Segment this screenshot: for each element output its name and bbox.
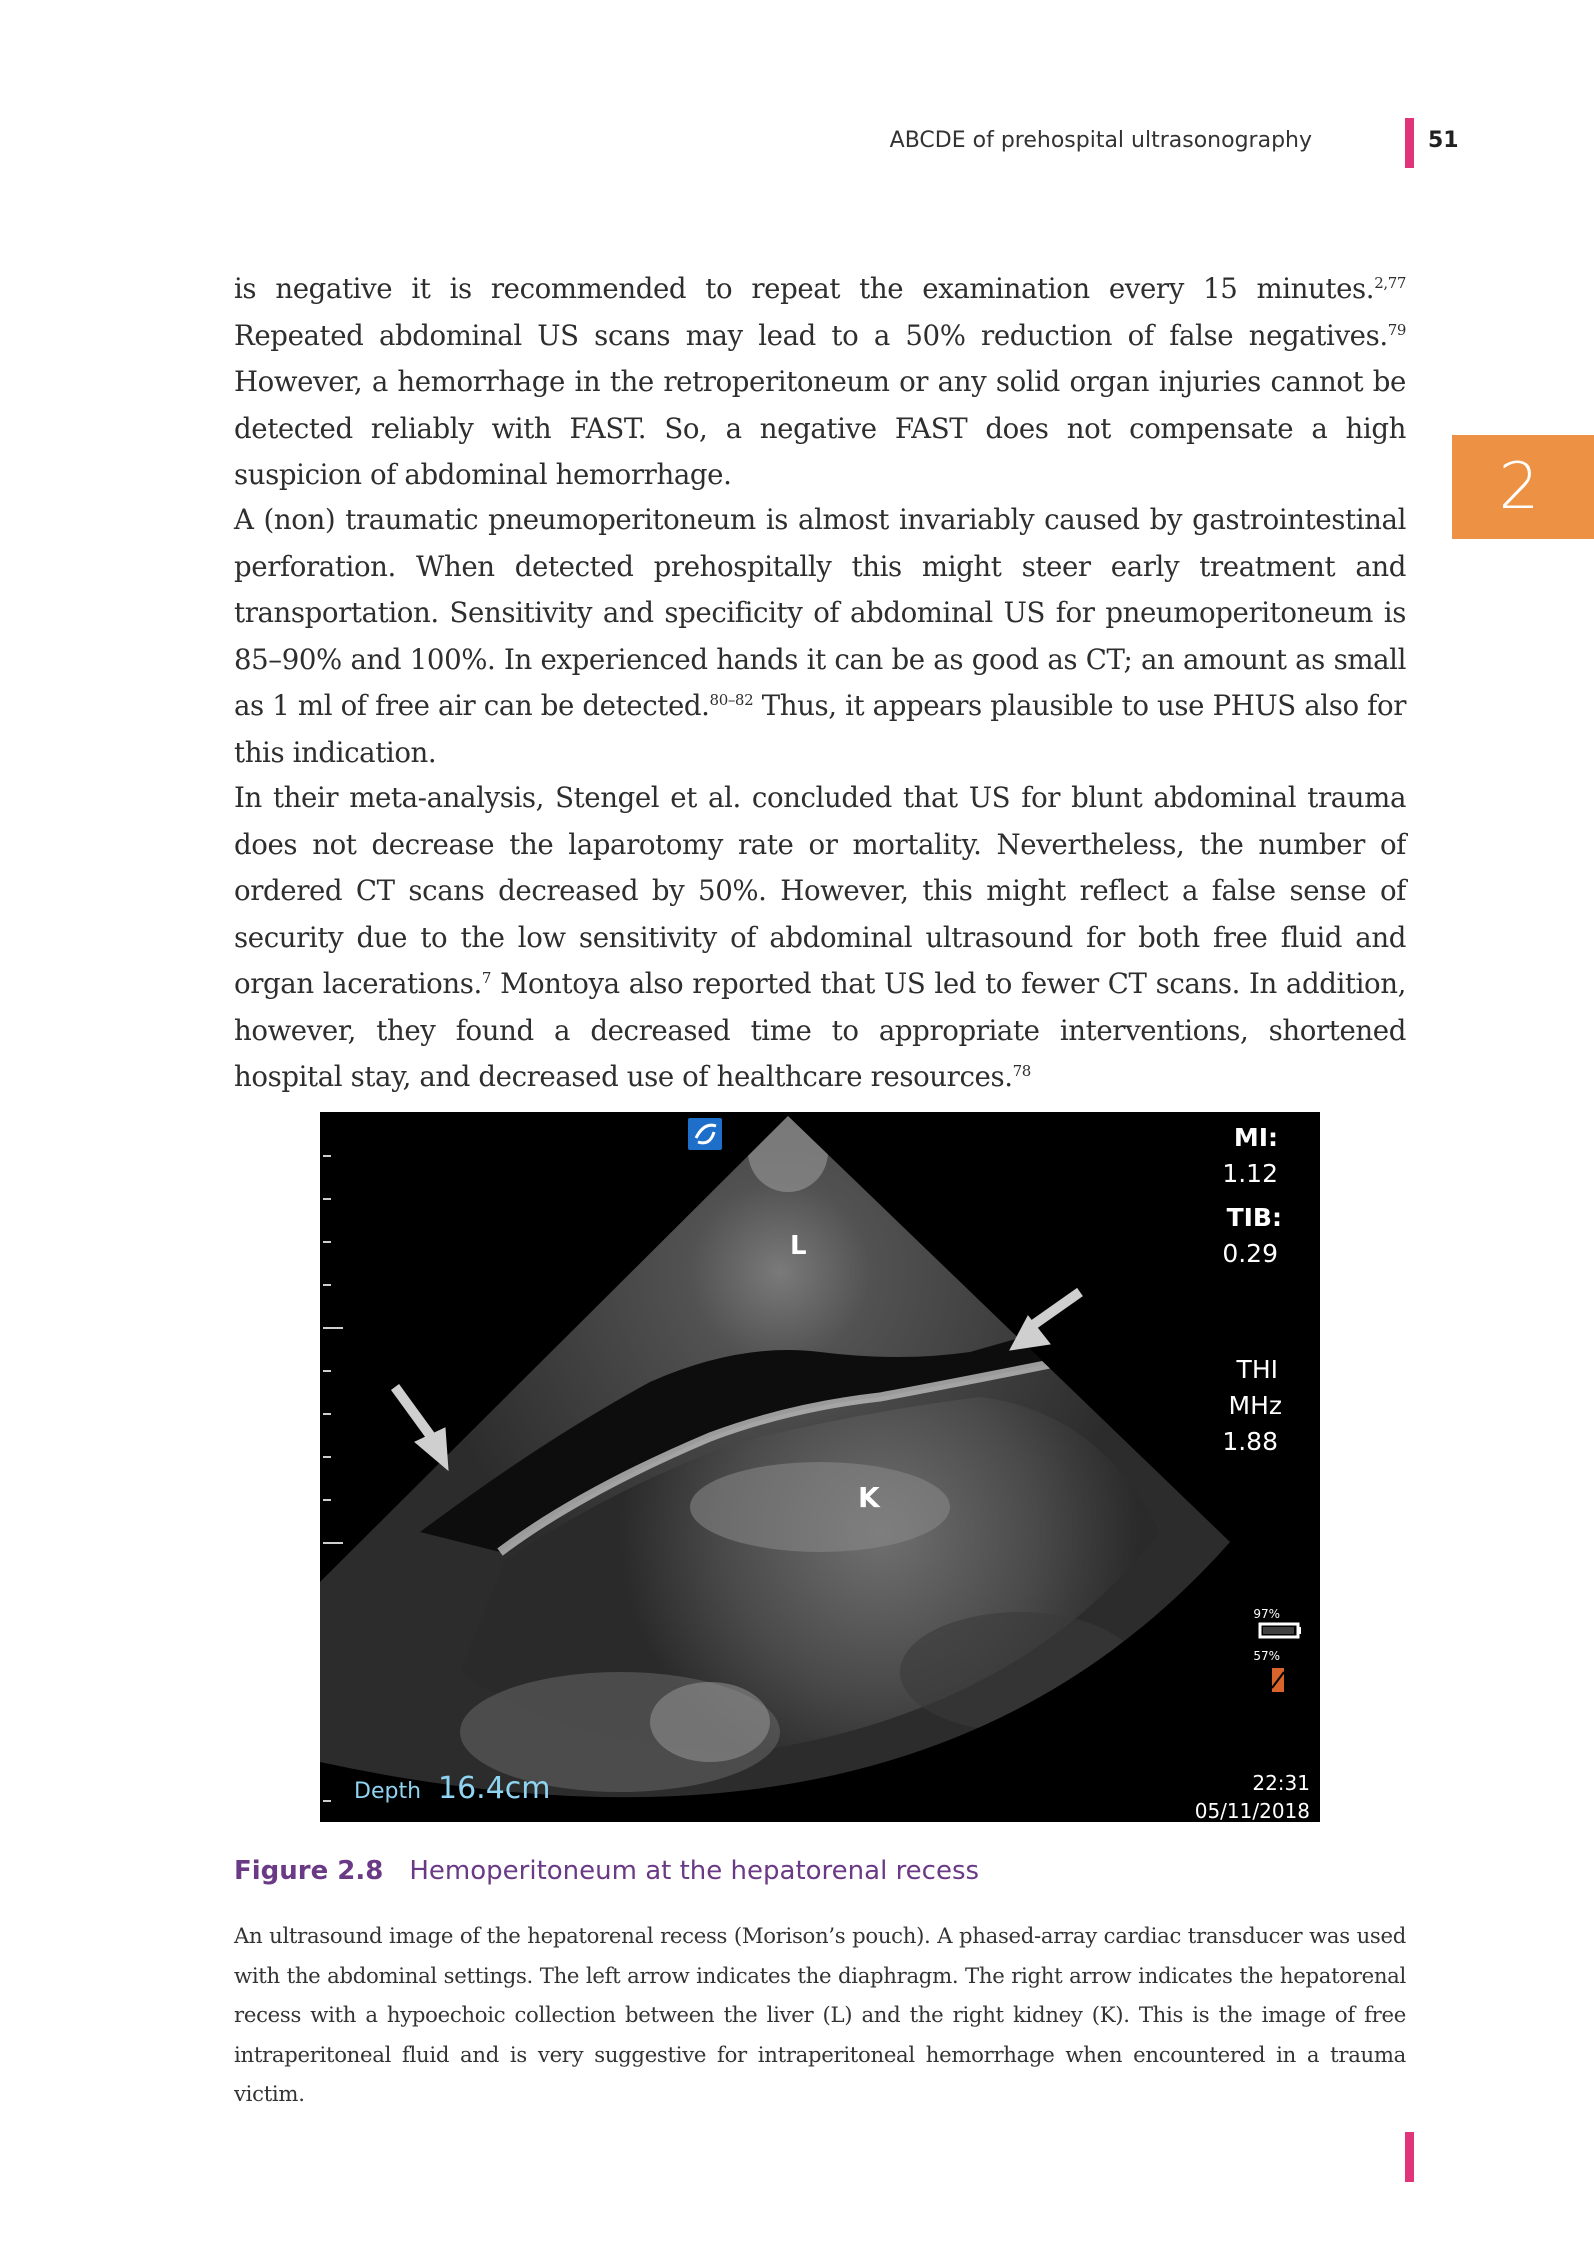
signal-percent: 57% <box>1253 1649 1280 1663</box>
citation-superscript: 2,77 <box>1374 273 1406 292</box>
citation-superscript: 78 <box>1012 1061 1031 1080</box>
right-arrow-icon <box>1010 1292 1080 1350</box>
figure-caption-title <box>234 1856 979 1886</box>
p2-text-2: Thus, it appears plausible to use PHUS also for this indication. <box>234 689 1406 769</box>
battery-percent: 97% <box>1253 1607 1280 1621</box>
mi-label: MI: <box>1233 1123 1278 1152</box>
footer-accent-bar <box>1405 2132 1414 2182</box>
depth-label: Depth <box>354 1779 422 1804</box>
p3-text-2: Montoya also reported that US led to fewer CT scans. In addition, however, they found a decreased time to appropriate interventions, shortened hospital stay, and decreased use of healthcare resources. <box>234 967 1407 1093</box>
tib-value: 0.29 <box>1222 1239 1278 1268</box>
figure-label: Figure 2.8 <box>234 1856 384 1886</box>
liver-label: L <box>790 1231 807 1261</box>
figure-title: Hemoperitoneum at the hepatorenal recess <box>409 1856 980 1886</box>
citation-superscript: 79 <box>1387 320 1406 339</box>
mhz-value: 1.88 <box>1222 1427 1278 1456</box>
signal-icon <box>1272 1668 1284 1692</box>
kidney-label: K <box>858 1481 880 1514</box>
battery-icon <box>1260 1624 1301 1637</box>
p2-text-1: A (non) traumatic pneumoperitoneum is almost invariably caused by gastrointestinal perforation. When detected prehospitally this might steer early treatment and transportation. Sensitivity and specificity of abdominal US for pneumoperitoneum is 85–90% and 100%. In experienced hands it can be as good as CT; an amount as small as 1 ml of free air can be detected. <box>234 503 1406 722</box>
mhz-label: MHz <box>1228 1391 1282 1420</box>
body-paragraph-2 <box>234 497 1406 776</box>
running-title: ABCDE of prehospital ultrasonography <box>889 128 1312 153</box>
ultrasound-sector <box>320 1112 1320 1822</box>
thi-label: THI <box>1236 1355 1278 1384</box>
p1-text-3: However, a hemorrhage in the retroperitoneum or any solid organ injuries cannot be detected reliably with FAST. So, a negative FAST does not compensate a high suspicion of abdominal hemorrhage. <box>234 365 1406 491</box>
body-paragraph-1 <box>234 266 1406 499</box>
scan-time: 22:31 <box>1252 1771 1310 1795</box>
mi-value: 1.12 <box>1222 1159 1278 1188</box>
figure-caption-body: An ultrasound image of the hepatorenal recess (Morison’s pouch). A phased-array cardiac transducer was used with the abdominal settings. The left arrow indicates the diaphragm. The right arrow indicates the hepatorenal recess with a hypoechoic collection between the liver (L) and the right kidney (K). This is the image of free intraperitoneal fluid and is very suggestive for intraperitoneal hemorrhage when encountered in a trauma victim. <box>234 1923 1406 2106</box>
page-number: 51 <box>1428 128 1459 153</box>
tib-label: TIB: <box>1226 1203 1282 1232</box>
header-accent-bar <box>1405 118 1414 168</box>
scanner-logo-icon <box>688 1118 722 1150</box>
p1-text-1: is negative it is recommended to repeat the examination every 15 minutes. <box>234 272 1375 305</box>
p1-text-2: Repeated abdominal US scans may lead to a 50% reduction of false negatives. <box>234 318 1388 352</box>
citation-superscript: 7 <box>481 968 492 987</box>
scan-date: 05/11/2018 <box>1194 1799 1310 1822</box>
chapter-tab[interactable] <box>1452 435 1594 539</box>
left-arrow-icon <box>395 1387 448 1470</box>
ultrasound-image <box>320 1112 1320 1822</box>
depth-value: 16.4cm <box>438 1771 551 1806</box>
citation-superscript: 80–82 <box>709 690 754 709</box>
body-paragraph-3 <box>234 775 1406 1101</box>
chapter-number: 2 <box>1498 450 1540 524</box>
ultrasound-canvas <box>320 1112 1320 1822</box>
p3-text-1: In their meta-analysis, Stengel et al. concluded that US for blunt abdominal trauma does not decrease the laparotomy rate or mortality. Nevertheless, the number of ordered CT scans decreased by 50%. However, this might reflect a false sense of security due to the low sensitivity of abdominal ultrasound for both free fluid and organ lacerations. <box>234 781 1406 1000</box>
